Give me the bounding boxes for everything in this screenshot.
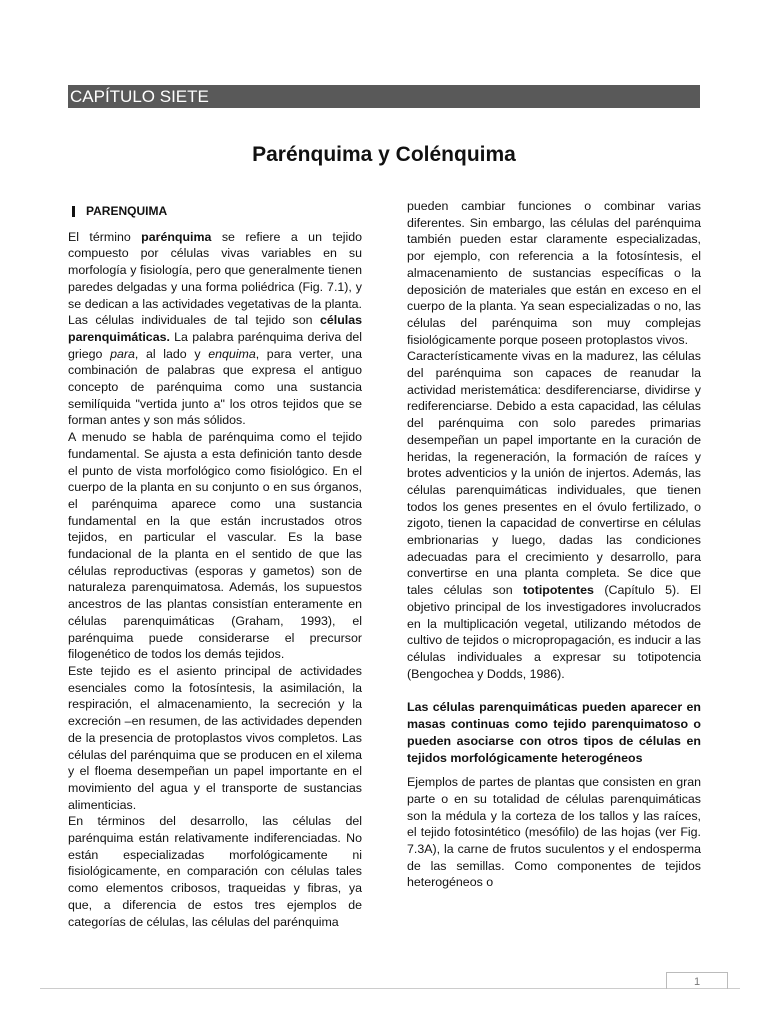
section-heading-text: PARENQUIMA <box>86 204 168 218</box>
text-run: Característicamente vivas en la madurez, las células del parénquima son capaces de reanudar la actividad meristemática: desdiferenciarse, dividirse y rediferenciarse. Debido a esta capacidad, las células del parénquima con solo paredes primarias desempeñan un papel importante en la curación de heridas, la regeneración, la formación de raíces y brotes adventicios y la unión de injertos. Además, las células parenquimáticas individuales, que tienen todos los genes presentes en el óvulo fertilizado, o zigoto, tienen la capacidad de convertirse en células embrionarias y luego, dadas las condiciones adecuadas para el crecimiento y desarrollo, para convertirse en una planta completa. Se dice que tales células son <box>407 349 701 598</box>
page-number: 1 <box>666 972 728 989</box>
chapter-heading-bar <box>68 85 700 108</box>
text-run: se refiere a un tejido compuesto por células vivas variables en su morfología y fisiología, pero que generalmente tienen paredes delgadas y una forma poliédrica (Fig. 7.1), y se dedican a las actividades vegetativas de la planta. Las células individuales de tal tejido son <box>68 229 362 328</box>
paragraph: A menudo se habla de parénquima como el tejido fundamental. Se ajusta a esta definición tanto desde el punto de vista morfológico como fisiológico. En el cuerpo de la planta en su conjunto o en sus órganos, el parénquima aparece como una sustancia fundamental en la que están incrustados otros tejidos, en particular el vascular. Es la base fundacional de la planta en el sentido de que las células reproductivas (esporas y gametos) son de naturaleza parenquimatosa. Además, los supuestos ancestros de las plantas consistían enteramente en células parenquimáticas (Graham, 1993), el parénquima puede considerarse el precursor filogenético de todos los demás tejidos. <box>68 430 362 662</box>
bold-term: totipotentes <box>523 583 594 598</box>
bold-term: parénquima <box>141 229 212 244</box>
paragraph <box>407 348 701 682</box>
paragraph: pueden cambiar funciones o combinar varias diferentes. Sin embargo, las células del parénquima también pueden estar claramente especializadas, por ejemplo, con referencia a la fotosíntesis, el almacenamiento de sustancias específicas o la deposición de materiales que están en exceso en el cuerpo de la planta. Ya sean especializadas o no, las células del parénquima son muy complejas fisiológicamente porque poseen protoplastos vivos. <box>407 199 701 347</box>
right-column <box>407 198 701 891</box>
bold-term: células parenquimáticas. <box>68 313 362 344</box>
footer-divider <box>40 988 740 989</box>
left-column <box>68 203 362 930</box>
text-run: (Capítulo 5). El objetivo principal de los investigadores involucrados en la multiplicación vegetal, utilizando métodos de cultivo de tejidos o micropropagación, es inducir a las células individuales a expresar su totipotencia (Bengochea y Dodds, 1986). <box>407 583 701 681</box>
section-heading <box>72 203 362 220</box>
paragraph: En términos del desarrollo, las células del parénquima están relativamente indiferenciadas. No están especializadas morfológicamente ni fisiológicamente, en comparación con células tales como elementos cribosos, traqueidas y fibras, ya que, a diferencia de estos tres ejemplos de categorías de células, las células del parénquima <box>68 814 362 929</box>
italic-term: para <box>110 346 135 361</box>
text-run: , para verter, una combinación de palabras que expresa el antiguo concepto de parénquima como una sustancia semilíquida "vertida junto a" los otros tejidos que se forman antes y son más sólidos. <box>68 346 362 428</box>
paragraph <box>68 229 362 429</box>
subsection-heading: Las células parenquimáticas pueden aparecer en masas continuas como tejido parenquimatoso o pueden asociarse con otros tipos de células en tejidos morfológicamente heterogéneos <box>407 700 701 765</box>
bullet-marker-icon <box>72 206 75 217</box>
text-run: La palabra parénquima deriva del griego <box>68 329 362 361</box>
italic-term: enquima <box>208 346 256 361</box>
chapter-label: CAPÍTULO SIETE <box>70 87 209 106</box>
text-run: El término <box>68 229 142 244</box>
paragraph: Ejemplos de partes de plantas que consisten en gran parte o en su totalidad de células parenquimáticas son la médula y la corteza de los tallos y las raíces, el tejido fotosintético (mesófilo) de las hojas (ver Fig. 7.3A), la carne de frutos suculentos y el endosperma de las semillas. Como componentes de tejidos heterogéneos o <box>407 775 701 890</box>
paragraph: Este tejido es el asiento principal de actividades esenciales como la fotosíntesis, la asimilación, la respiración, el almacenamiento, la secreción y la excreción –en resumen, de las actividades dependen de la presencia de protoplastos vivos completos. Las células del parénquima que se producen en el xilema y el floema desempeñan un papel importante en el movimiento del agua y el transporte de sustancias alimenticias. <box>68 663 362 812</box>
text-run: , al lado y <box>134 346 209 361</box>
page-title: Parénquima y Colénquima <box>252 143 516 166</box>
